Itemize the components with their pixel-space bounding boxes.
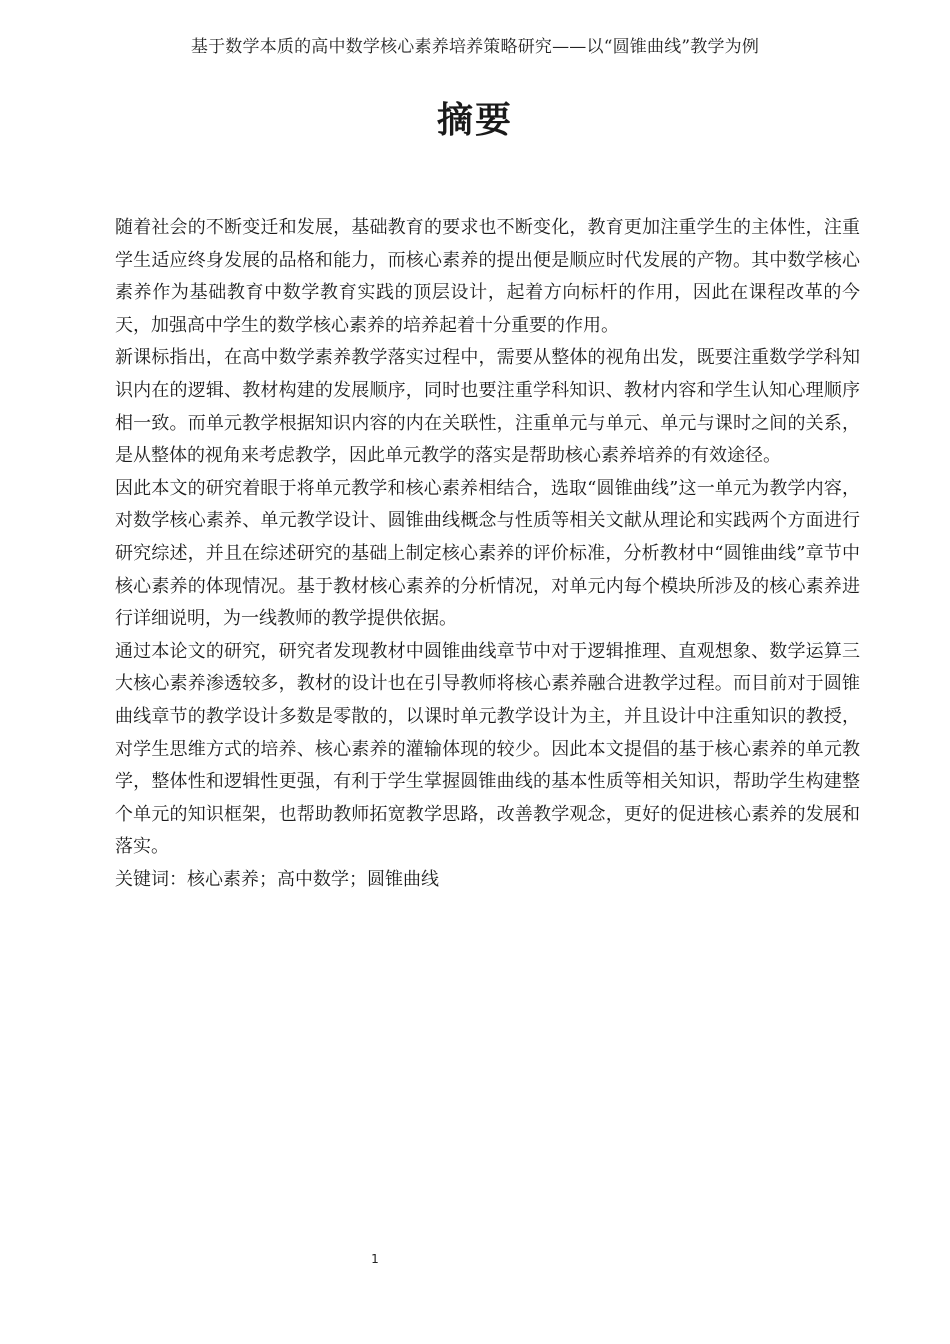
abstract-paragraph-3: 因此本文的研究着眼于将单元教学和核心素养相结合，选取“圆锥曲线”这一单元为教学内容，对数学核心素养、单元教学设计、圆锥曲线概念与性质等相关文献从理论和实践两个方面进行研究综述，并且在综述研究的基础上制定核心素养的评价标准，分析教材中“圆锥曲线”章节中核心素养的体现情况。基于教材核心素养的分析情况，对单元内每个模块所涉及的核心素养进行详细说明，为一线教师的教学提供依据。 [115,477,860,630]
abstract-paragraph-1: 随着社会的不断变迁和发展，基础教育的要求也不断变化，教育更加注重学生的主体性，注重学生适应终身发展的品格和能力，而核心素养的提出便是顺应时代发展的产物。其中数学核心素养作为基础教育中数学教育实践的顶层设计，起着方向标杆的作用，因此在课程改革的今天，加强高中学生的数学核心素养的培养起着十分重要的作用。 [115,217,860,336]
abstract-paragraph-2: 新课标指出，在高中数学素养教学落实过程中，需要从整体的视角出发，既要注重数学学科知识内在的逻辑、教材构建的发展顺序，同时也要注重学科知识、教材内容和学生认知心理顺序相一致。而单元教学根据知识内容的内在关联性，注重单元与单元、单元与课时之间的关系，是从整体的视角来考虑教学，因此单元教学的落实是帮助核心素养培养的有效途径。 [115,347,860,467]
abstract-body [115,212,860,896]
keywords-line: 关键词：核心素养；高中数学；圆锥曲线 [115,868,439,890]
page-number: 1 [371,1252,379,1266]
page-title: 摘要 [436,100,513,141]
abstract-paragraph-4: 通过本论文的研究，研究者发现教材中圆锥曲线章节中对于逻辑推理、直观想象、数学运算三大核心素养渗透较多，教材的设计也在引导教师将核心素养融合进教学过程。而目前对于圆锥曲线章节的教学设计多数是零散的，以课时单元教学设计为主，并且设计中注重知识的教授，对学生思维方式的培养、核心素养的灌输体现的较少。因此本文提倡的基于核心素养的单元教学，整体性和逻辑性更强，有利于学生掌握圆锥曲线的基本性质等相关知识，帮助学生构建整个单元的知识框架，也帮助教师拓宽教学思路，改善教学观念，更好的促进核心素养的发展和落实。 [115,640,860,858]
running-header: 基于数学本质的高中数学核心素养培养策略研究——以“圆锥曲线”教学为例 [190,37,760,57]
